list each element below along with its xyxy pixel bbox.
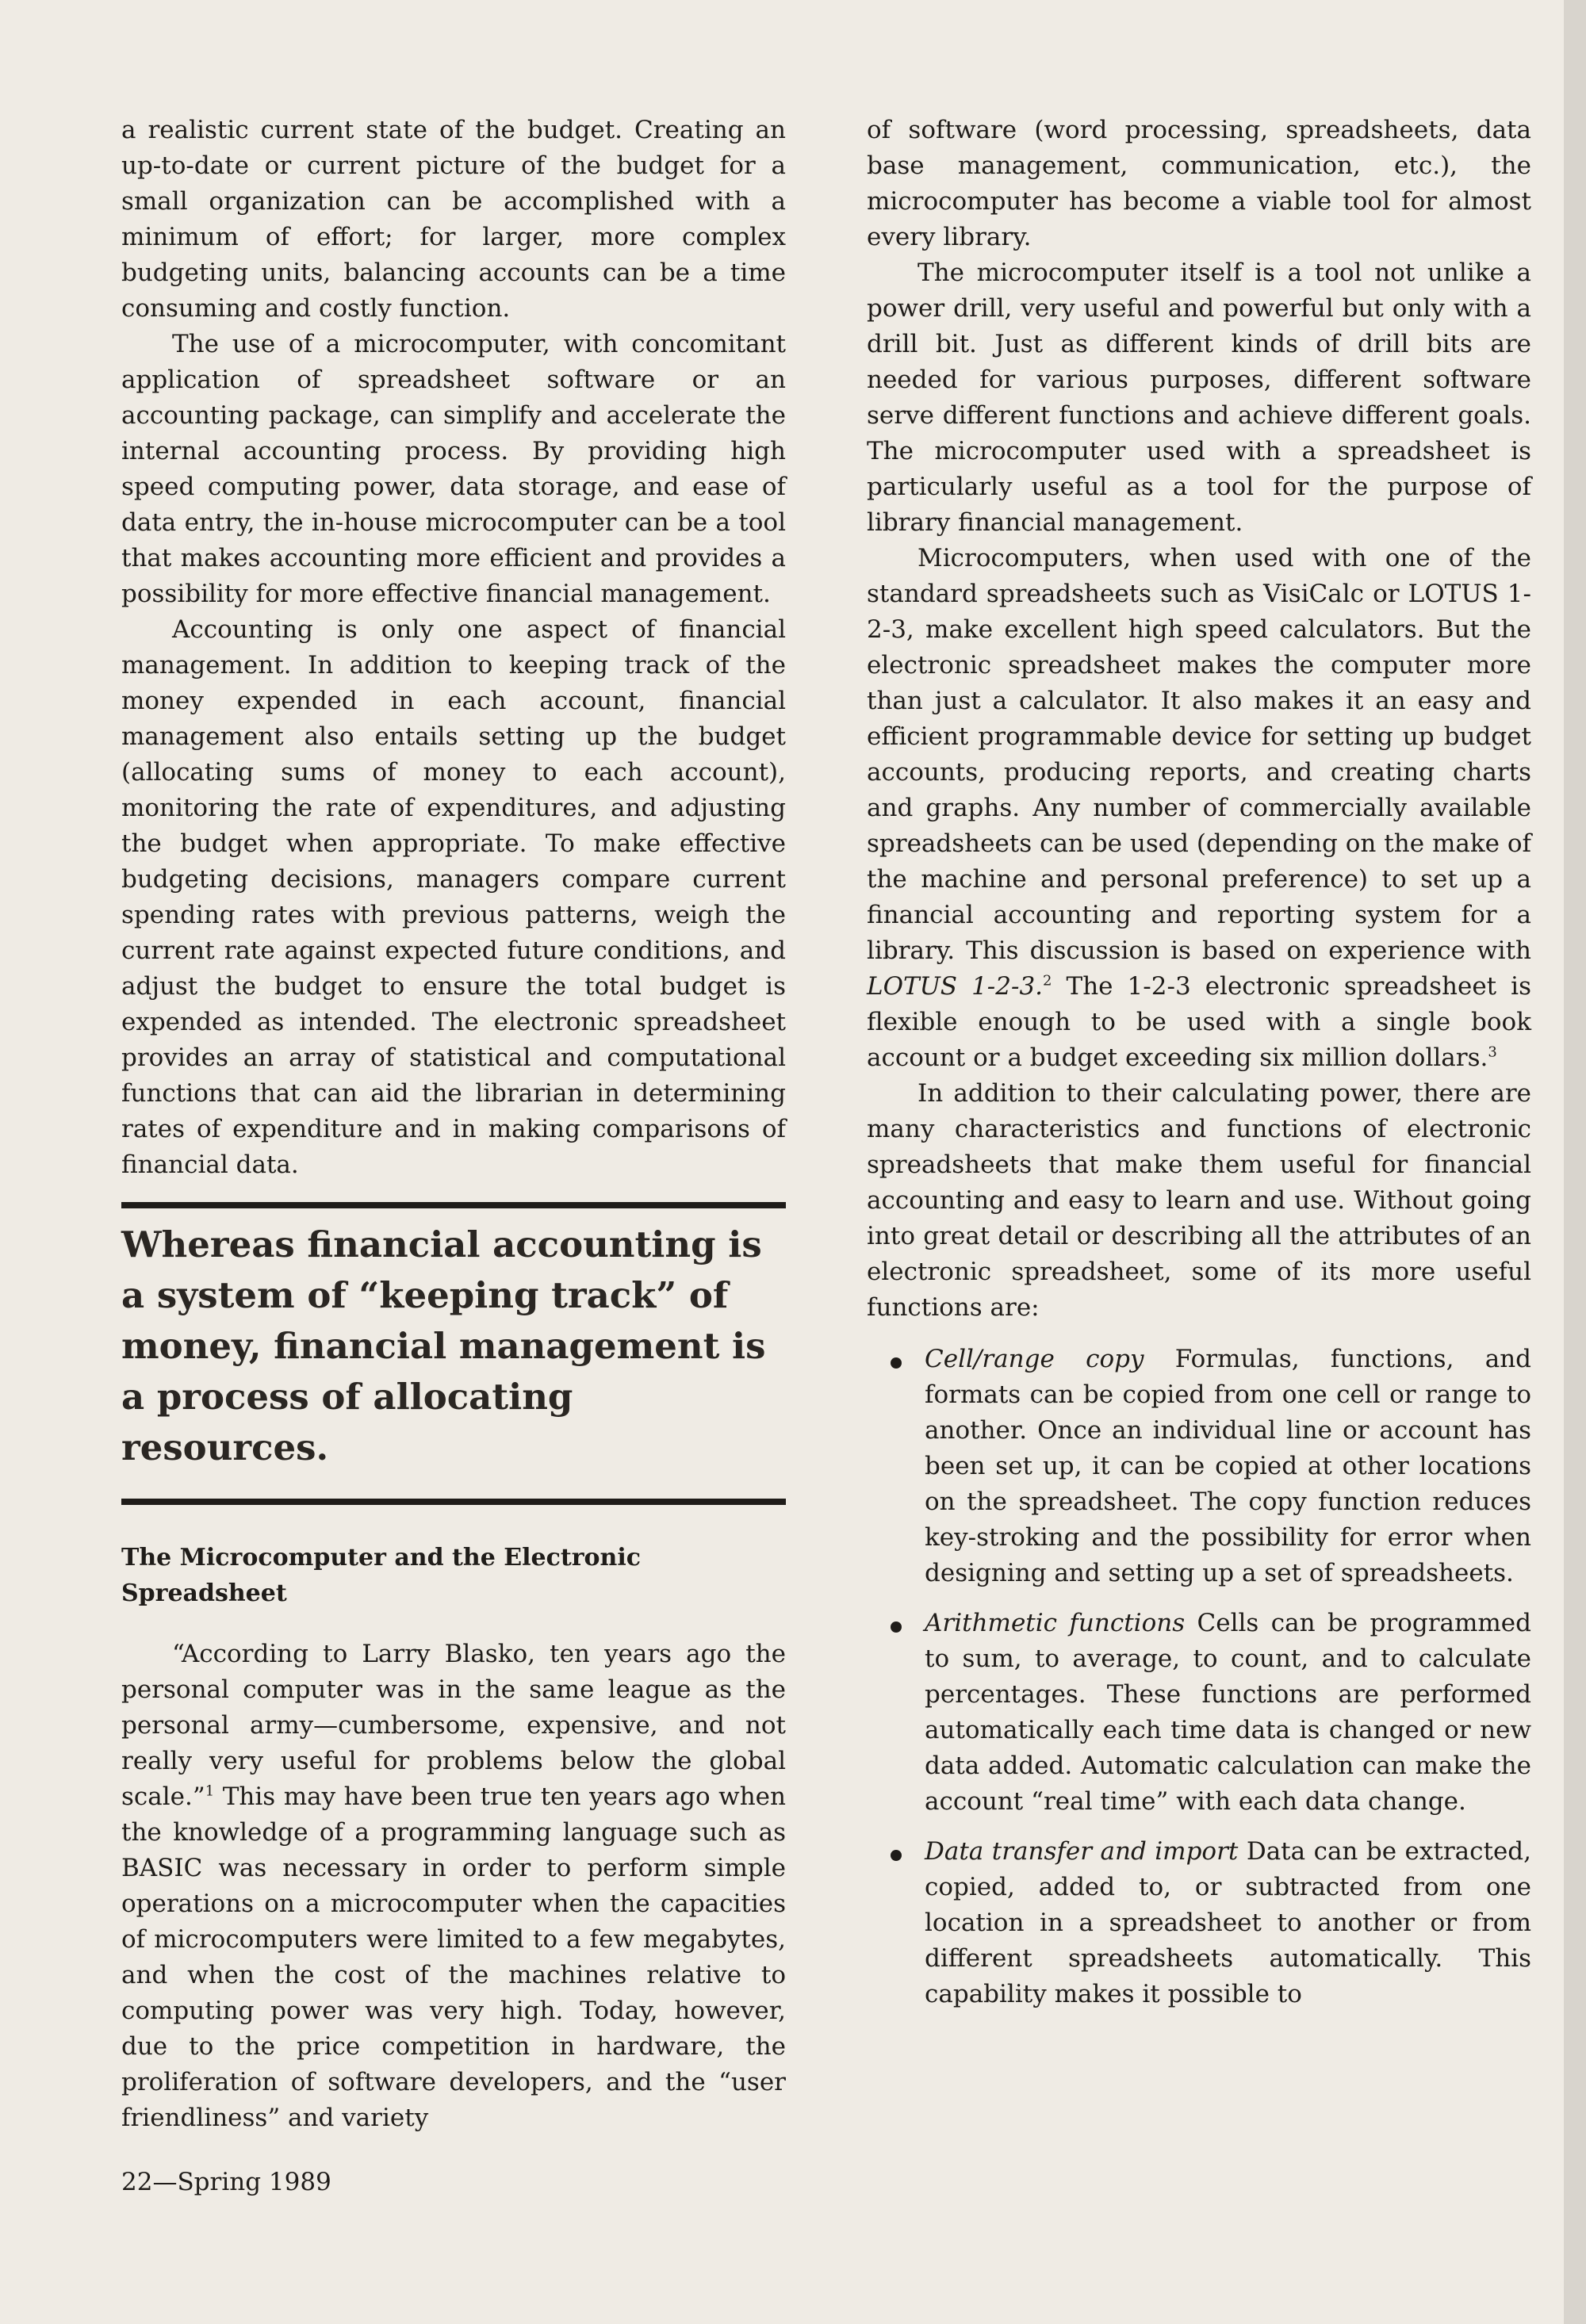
feature-list (867, 1342, 1531, 2012)
feature-text: Formulas, functions, and formats can be copied from one cell or range to another. Once an individual line or account has been set up, it can be copied at other locations on the spreadsheet. The copy function reduces key-stroking and the possibility for error when designing and setting up a set of spreadsheets. (925, 1345, 1532, 1587)
pull-quote (121, 1202, 786, 1505)
software-name: LOTUS 1-2-3. (867, 972, 1044, 1001)
body-text: This may have been true ten years ago when the knowledge of a programming language such as BASIC was necessary in order to perform simple operations on a microcomputer when the capacities of microcomputers were limited to a few megabytes, and when the cost of the machines relative to computing power was very high. Today, however, due to the price competition in hardware, the proliferation of software developers, and the “user friendliness” and variety (121, 1782, 786, 2132)
feature-term: Arithmetic functions (925, 1609, 1186, 1637)
body-paragraph: of software (word processing, spreadsheets, data base management, communication, etc.), the microcomputer has become a viable tool for almost every library. (867, 116, 1531, 251)
footnote-ref: 1 (205, 1782, 215, 1800)
feature-term: Data transfer and import (925, 1837, 1239, 1866)
quote-text: “According to Larry Blasko, ten years ago the personal computer was in the same league as the personal army—cumbersome, expensive, and not really very useful for problems below the global scale.” (121, 1640, 786, 1811)
body-paragraph: In addition to their calculating power, there are many characteristics and functions of electronic spreadsheets that make them useful for financial accounting and easy to learn and use. Without going into great detail or describing all the attributes of an electronic spreadsheet, some of its more useful functions are: (867, 1079, 1531, 1322)
feature-text: Data can be extracted, copied, added to, or subtracted from one location in a spreadsheet to another or from different spreadsheets automatically. This capability makes it possible to (925, 1837, 1531, 2008)
page-footer: 22—Spring 1989 (121, 2168, 331, 2196)
feature-term: Cell/range copy (925, 1345, 1144, 1373)
list-item (867, 1342, 1531, 1591)
body-paragraph: Accounting is only one aspect of financial management. In addition to keeping track of the money expended in each account, financial management also entails setting up the budget (allocating sums of money to each account), monitoring the rate of expenditures, and adjusting the budget when appropriate. To make effective budgeting decisions, managers compare current spending rates with previous patterns, weigh the current rate against expected future conditions, and adjust the budget to ensure the total budget is expended as intended. The electronic spreadsheet provides an array of statistical and computational functions that can aid the librarian in determining rates of expenditure and in making comparisons of financial data. (121, 615, 786, 1179)
footnote-ref: 3 (1488, 1043, 1497, 1061)
bullet-icon (891, 1621, 902, 1633)
pull-quote-text: Whereas financial accounting is a system of “keeping track” of money, financial management is a process of allocating resources. (121, 1223, 766, 1468)
body-paragraph (867, 541, 1531, 1076)
list-item (867, 1834, 1531, 2012)
body-paragraph (121, 1637, 786, 2136)
body-paragraph: The use of a microcomputer, with concomitant application of spreadsheet software or an accounting package, can simplify and accelerate the internal accounting process. By providing high speed computing power, data storage, and ease of data entry, the in-house microcomputer can be a tool that makes accounting more efficient and provides a possibility for more effective financial management. (121, 330, 786, 608)
bullet-icon (891, 1850, 902, 1861)
list-item (867, 1606, 1531, 1820)
body-text: The 1-2-3 electronic spreadsheet is flexible enough to be used with a single book account or a budget exceeding six million dollars. (867, 972, 1531, 1072)
footnote-ref: 2 (1043, 972, 1052, 990)
body-paragraph: The microcomputer itself is a tool not unlike a power drill, very useful and powerful but only with a drill bit. Just as different kinds of drill bits are needed for various purposes, different software serve different functions and achieve different goals. The microcomputer used with a spreadsheet is particularly useful as a tool for the purpose of library financial management. (867, 258, 1531, 537)
body-paragraph: a realistic current state of the budget. Creating an up-to-date or current picture of the budget for a small organization can be accomplished with a minimum of effort; for larger, more complex budgeting units, balancing accounts can be a time consuming and costly function. (121, 116, 786, 323)
body-text: Microcomputers, when used with one of the standard spreadsheets such as VisiCalc or LOTUS 1-2-3, make excellent high speed calculators. But the electronic spreadsheet makes the computer more than just a calculator. It also makes it an easy and efficient programmable device for setting up budget accounts, producing reports, and creating charts and graphs. Any number of commercially available spreadsheets can be used (depending on the make of the machine and personal preference) to set up a financial accounting and reporting system for a library. This discussion is based on experience with (867, 544, 1531, 965)
bullet-icon (891, 1357, 902, 1369)
feature-text: Cells can be programmed to sum, to average, to count, and to calculate percentages. These functions are performed automatically each time data is changed or new data added. Automatic calculation can make the account “real time” with each data change. (925, 1609, 1531, 1816)
left-column (121, 113, 786, 2136)
right-column (867, 113, 1531, 2027)
section-heading: The Microcomputer and the Electronic Spreadsheet (121, 1544, 641, 1607)
page-edge-shadow (1564, 0, 1586, 2324)
